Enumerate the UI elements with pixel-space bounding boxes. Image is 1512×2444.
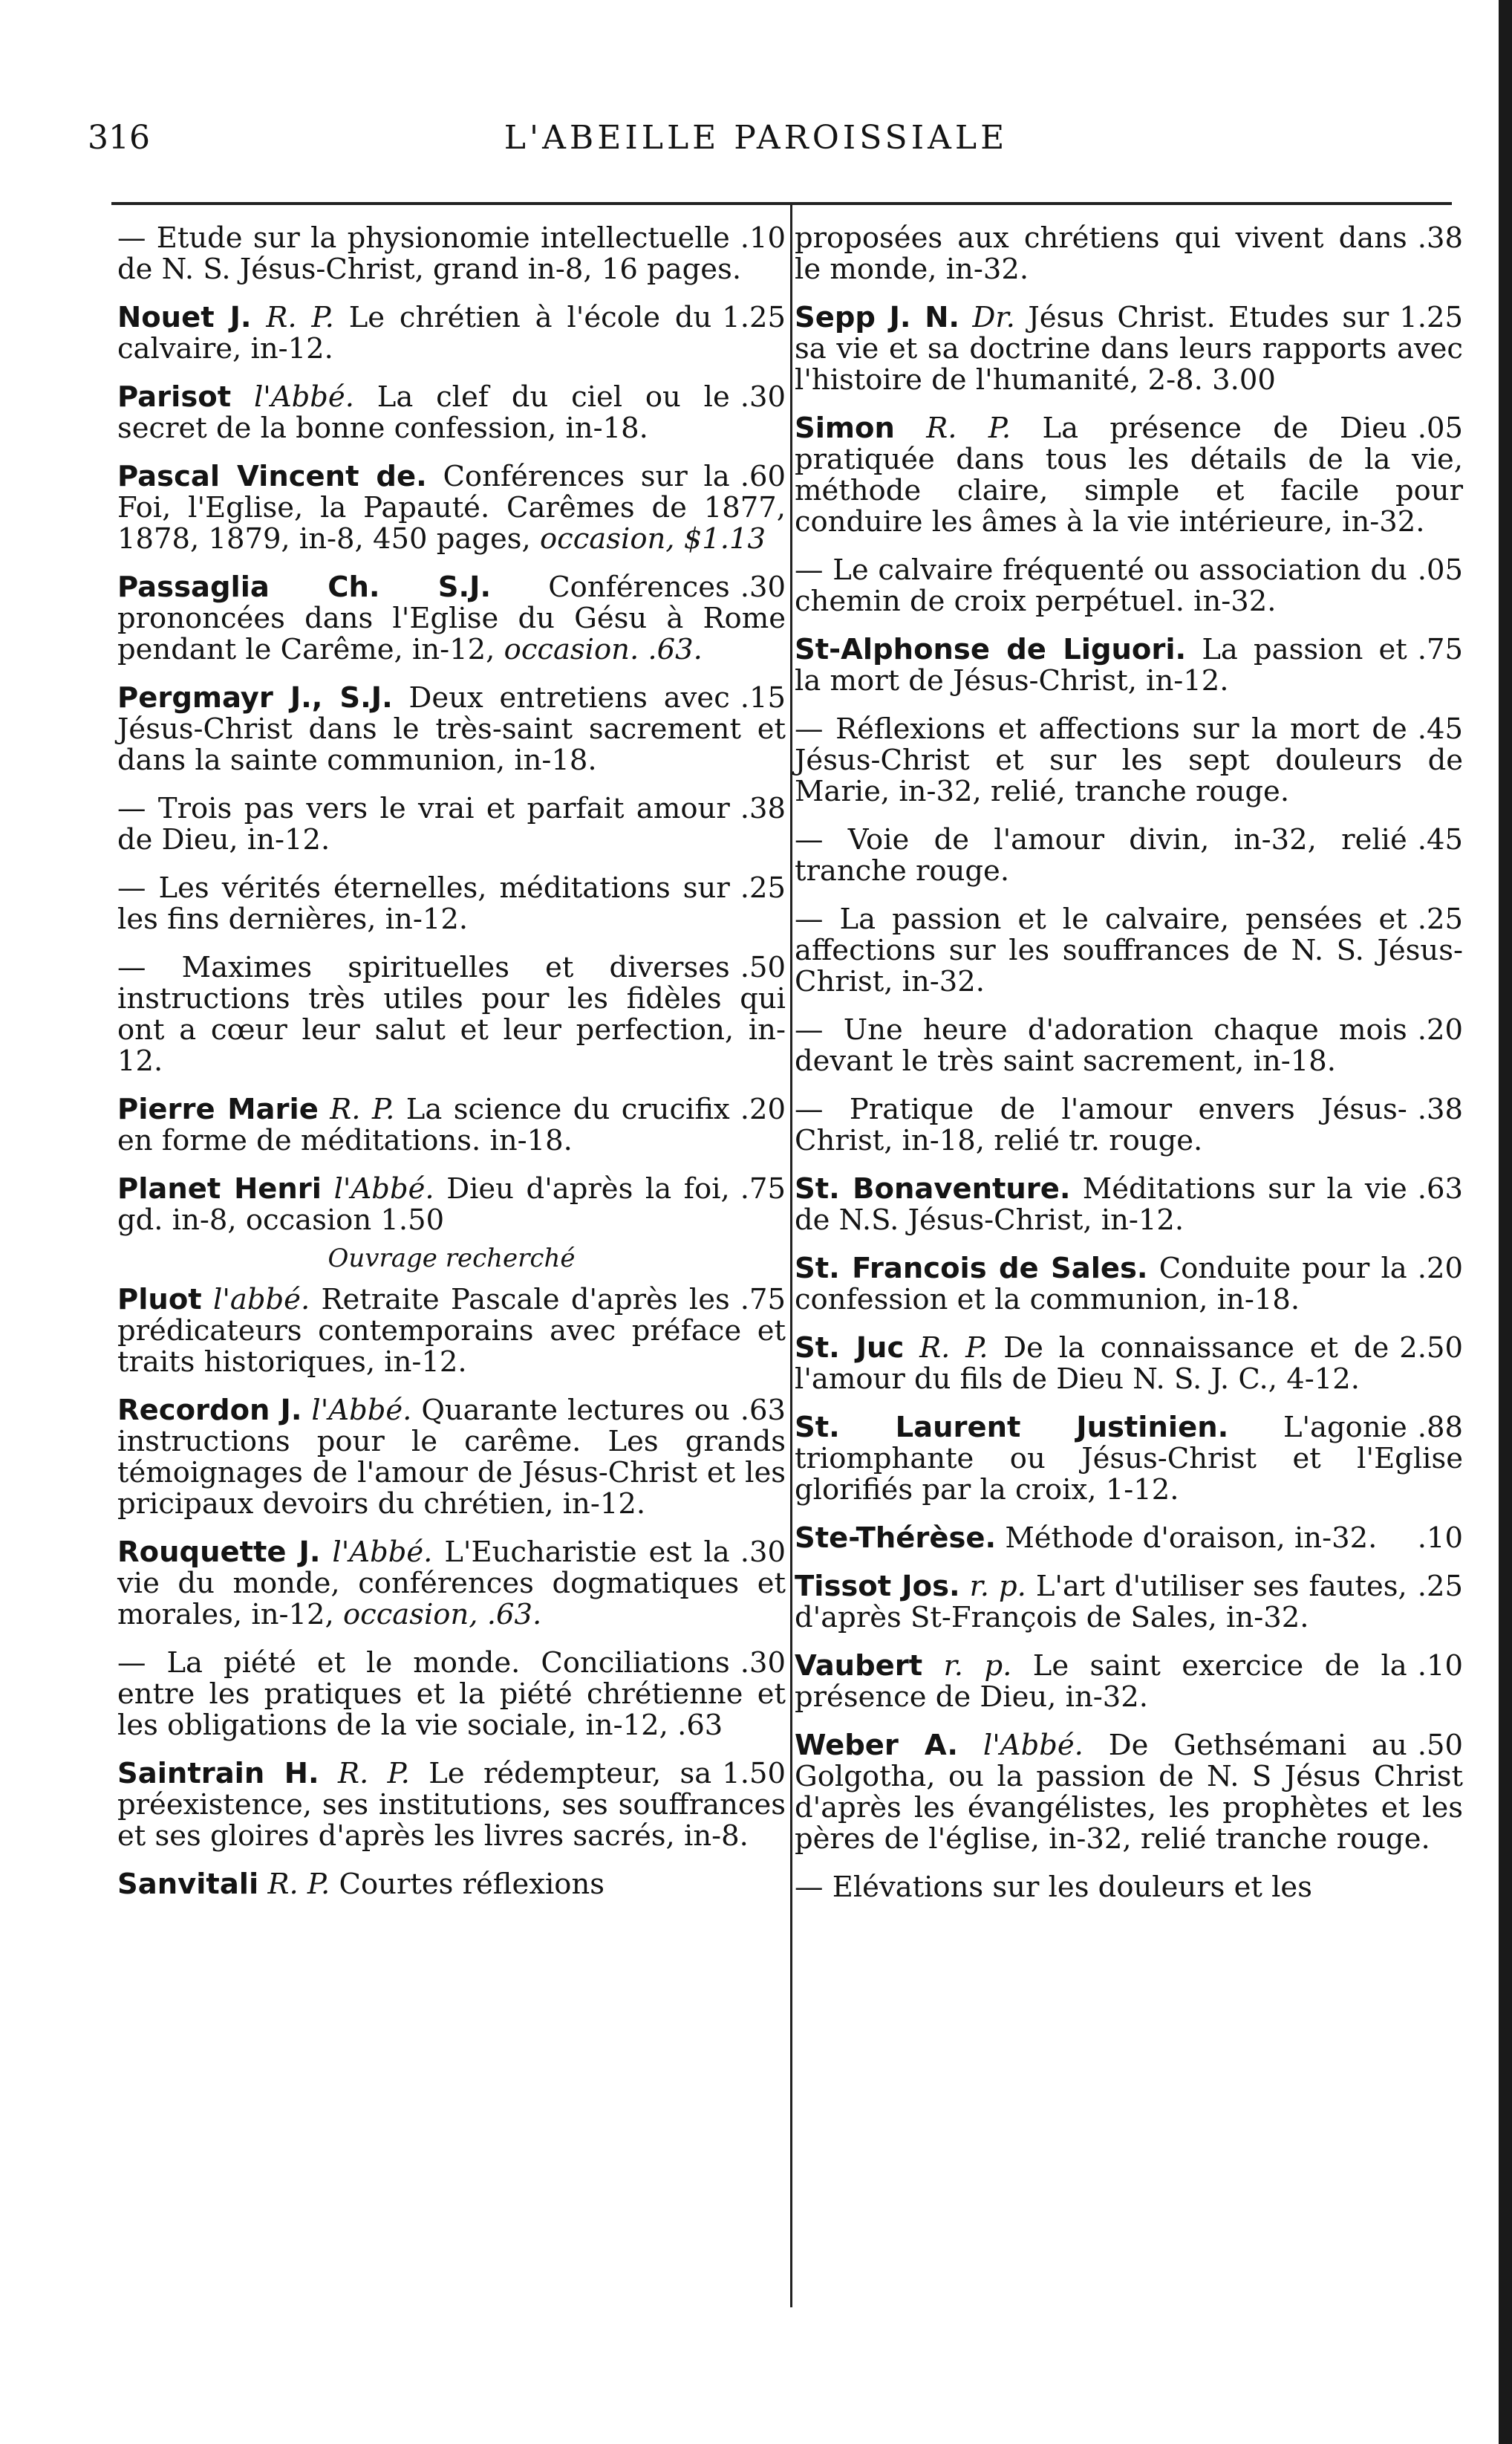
entry-author: Planet Henri: [117, 1172, 322, 1206]
catalog-entry: [795, 714, 1463, 807]
entry-price: .50: [740, 951, 786, 984]
column-divider: [790, 205, 792, 2307]
entry-author-title: l'Abbé.: [311, 1394, 412, 1427]
page-edge: [1499, 0, 1512, 2444]
header-rule: [111, 202, 1452, 205]
entry-title: proposées aux chrétiens qui vivent dans le monde, in-32.: [795, 221, 1407, 286]
entry-title: De Gethsémani au Golgotha, ou la passion de N. S Jésus Christ d'après les évangélistes, les prophètes et les pères de l'église, in-32, relié tranche rouge.: [795, 1729, 1463, 1856]
entry-price: .38: [740, 792, 786, 825]
entry-note: Ouvrage recherché: [328, 1244, 576, 1273]
entry-author: Vaubert: [795, 1649, 923, 1683]
catalog-entry: [795, 1523, 1463, 1554]
entry-author-title: l'abbé.: [213, 1283, 310, 1316]
entry-title: Quarante lectures ou instructions pour le carême. Les grands témoignages de l'amour de Jésus-Christ et les pricipaux devoirs du chrétien, in-12.: [117, 1394, 786, 1521]
catalog-entry: [795, 223, 1463, 285]
catalog-entry: [117, 1537, 786, 1631]
entry-title: La passion et la mort de Jésus-Christ, in-12.: [795, 633, 1407, 698]
catalog-entry: [117, 793, 786, 856]
entry-title: Conférences prononcées dans l'Eglise du Gésu à Rome pendant le Carême, in-12,: [117, 571, 786, 666]
entry-price: .20: [740, 1093, 786, 1126]
entry-author-title: Dr.: [972, 301, 1015, 334]
catalog-entry: [117, 223, 786, 285]
entry-price: .88: [1417, 1411, 1463, 1444]
entry-title: Méthode d'oraison, in-32.: [1005, 1521, 1378, 1555]
entry-price: .75: [740, 1283, 786, 1316]
entry-price: .20: [1417, 1013, 1463, 1047]
entry-title: Le rédempteur, sa préexistence, ses institutions, ses souffrances et ses gloires d'après les livres sacrés, in-8.: [117, 1757, 786, 1853]
entry-price: .45: [1417, 712, 1463, 746]
entry-author: St. Francois de Sales.: [795, 1252, 1148, 1285]
entry-author: Sanvitali: [117, 1868, 259, 1901]
catalog-entry: [117, 952, 786, 1077]
entry-title: — Etude sur la physionomie intellectuelle de N. S. Jésus-Christ, grand in-8, 16 pages.: [117, 221, 742, 286]
catalog-entry: [795, 1651, 1463, 1713]
catalog-entry: [795, 1333, 1463, 1395]
entry-author: Pergmayr J., S.J.: [117, 681, 393, 715]
entry-price: .25: [740, 871, 786, 905]
entry-price: .10: [1417, 1649, 1463, 1683]
entry-price: .20: [1417, 1252, 1463, 1285]
entry-author-title: R. P.: [919, 1331, 988, 1365]
entry-title: Dieu d'après la foi, gd. in-8, occasion 1.50: [117, 1172, 730, 1237]
catalog-entry: [795, 825, 1463, 887]
entry-author-title: l'Abbé.: [332, 1535, 433, 1569]
entry-occasion: occasion. .63.: [504, 633, 703, 666]
entry-title: L'art d'utiliser ses fautes, d'après St-François de Sales, in-32.: [795, 1570, 1407, 1634]
entry-title: — La passion et le calvaire, pensées et affections sur les souffrances de N. S. Jésus-Christ, in-32.: [795, 903, 1463, 998]
entry-title: La clef du ciel ou le secret de la bonne confession, in-18.: [117, 380, 730, 445]
catalog-entry: [795, 634, 1463, 697]
entry-price: .63: [1417, 1172, 1463, 1206]
catalog-entry: [795, 1094, 1463, 1157]
entry-price: .75: [740, 1172, 786, 1206]
catalog-entry: [795, 904, 1463, 998]
catalog-entry: [795, 1412, 1463, 1506]
entry-price: .30: [740, 1535, 786, 1569]
entry-author: Rouquette J.: [117, 1535, 321, 1569]
entry-author: Recordon J.: [117, 1394, 302, 1427]
entry-price: .05: [1417, 553, 1463, 587]
catalog-entry: [795, 1253, 1463, 1316]
left-column: [117, 223, 786, 1917]
entry-author: Nouet J.: [117, 301, 252, 334]
entry-author: Weber A.: [795, 1729, 959, 1762]
entry-price: .30: [740, 380, 786, 414]
catalog-entry: [795, 1730, 1463, 1855]
entry-title: — Maximes spirituelles et diverses instructions très utiles pour les fidèles qui ont a cœur leur salut et leur perfection, in-12.: [117, 951, 786, 1078]
catalog-entry: [117, 302, 786, 365]
catalog-entry: [117, 1648, 786, 1741]
entry-title: De la connaissance et de l'amour du fils de Dieu N. S. J. C., 4-12.: [795, 1331, 1389, 1396]
entry-price: .38: [1417, 221, 1463, 255]
entry-author: St-Alphonse de Liguori.: [795, 633, 1187, 666]
catalog-entry: [795, 1015, 1463, 1077]
catalog-entry: [117, 873, 786, 935]
entry-title: Jésus Christ. Etudes sur sa vie et sa doctrine dans leurs rapports avec l'histoire de l'humanité, 2-8. 3.00: [795, 301, 1463, 397]
running-title: L'ABEILLE PAROISSIALE: [504, 119, 1008, 157]
entry-author-title: r. p.: [943, 1649, 1012, 1683]
entry-title: — La piété et le monde. Conciliations entre les pratiques et la piété chrétienne et les obligations de la vie sociale, in-12, .63: [117, 1646, 786, 1742]
entry-price: .75: [1417, 633, 1463, 666]
catalog-entry: [117, 1395, 786, 1520]
entry-author-title: R. P.: [330, 1093, 395, 1126]
entry-price: .38: [1417, 1093, 1463, 1126]
entry-title: Retraite Pascale d'après les prédicateurs contemporains avec préface et traits historiques, in-12.: [117, 1283, 786, 1379]
entry-title: Conduite pour la confession et la communion, in-18.: [795, 1252, 1407, 1316]
entry-author: Ste-Thérèse.: [795, 1521, 997, 1555]
catalog-entry: [117, 1758, 786, 1852]
entry-price: .30: [740, 1646, 786, 1680]
entry-title: — Elévations sur les douleurs et les: [795, 1871, 1312, 1904]
entry-author: St. Laurent Justinien.: [795, 1411, 1229, 1444]
right-column: [795, 223, 1463, 1920]
entry-author-title: l'Abbé.: [983, 1729, 1084, 1762]
entry-author: Tissot Jos.: [795, 1570, 960, 1603]
entry-title: Courtes réflexions: [339, 1868, 605, 1901]
entry-author-title: R. P.: [267, 1868, 330, 1901]
entry-price: .10: [1417, 1521, 1463, 1555]
entry-title: L'Eucharistie est la vie du monde, conférences dogmatiques et morales, in-12,: [117, 1535, 786, 1631]
catalog-entry: [795, 555, 1463, 617]
entry-title: La présence de Dieu pratiquée dans tous les détails de la vie, méthode claire, simple et facile pour conduire les âmes à la vie intérieure, in-32.: [795, 412, 1463, 539]
catalog-entry: [117, 382, 786, 444]
entry-title: Le saint exercice de la présence de Dieu, in-32.: [795, 1649, 1407, 1714]
entry-title: — Le calvaire fréquenté ou association du chemin de croix perpétuel. in-32.: [795, 553, 1407, 618]
entry-price: .05: [1417, 412, 1463, 445]
entry-price: .50: [1417, 1729, 1463, 1762]
entry-price: .45: [1417, 823, 1463, 857]
entry-title: Méditations sur la vie de N.S. Jésus-Christ, in-12.: [795, 1172, 1407, 1237]
entry-title: Le chrétien à l'école du calvaire, in-12.: [117, 301, 712, 365]
catalog-entry: [117, 683, 786, 776]
entry-title: — Une heure d'adoration chaque mois devant le très saint sacrement, in-18.: [795, 1013, 1407, 1078]
catalog-entry: [117, 461, 786, 555]
entry-title: L'agonie triomphante ou Jésus-Christ et l'Eglise glorifiés par la croix, 1-12.: [795, 1411, 1463, 1507]
entry-author: Saintrain H.: [117, 1757, 319, 1790]
catalog-entry: [795, 1174, 1463, 1236]
catalog-entry: [795, 1872, 1463, 1903]
entry-price: .30: [740, 571, 786, 604]
entry-author: St. Bonaventure.: [795, 1172, 1071, 1206]
entry-author-title: R. P.: [266, 301, 334, 334]
entry-occasion: occasion, $1.13: [540, 522, 766, 556]
entry-author: Pierre Marie: [117, 1093, 319, 1126]
catalog-entry: [117, 1284, 786, 1378]
entry-price: .63: [740, 1394, 786, 1427]
entry-title: Conférences sur la Foi, l'Eglise, la Papauté. Carêmes de 1877, 1878, 1879, in-8, 450 pages,: [117, 460, 786, 556]
catalog-entry: [117, 572, 786, 666]
entry-title: — Voie de l'amour divin, in-32, relié tranche rouge.: [795, 823, 1407, 888]
entry-author-title: l'Abbé.: [333, 1172, 434, 1206]
catalog-entry: [117, 1094, 786, 1157]
entry-title: Deux entretiens avec Jésus-Christ dans le très-saint sacrement et dans la sainte communion, in-18.: [117, 681, 786, 777]
entry-title: — Réflexions et affections sur la mort de Jésus-Christ et sur les sept douleurs de Marie, in-32, relié, tranche rouge.: [795, 712, 1463, 808]
entry-price: 2.50: [1399, 1331, 1463, 1365]
entry-price: .10: [740, 221, 786, 255]
entry-price: .25: [1417, 903, 1463, 936]
entry-author: Parisot: [117, 380, 232, 414]
entry-author-title: R. P.: [926, 412, 1011, 445]
entry-price: .15: [740, 681, 786, 715]
entry-title: — Les vérités éternelles, méditations sur les fins dernières, in-12.: [117, 871, 730, 936]
catalog-entry: [795, 1571, 1463, 1634]
entry-occasion: occasion, .63.: [342, 1598, 542, 1631]
entry-author: Pascal Vincent de.: [117, 460, 427, 493]
entry-author: Pluot: [117, 1283, 202, 1316]
entry-price: .60: [740, 460, 786, 493]
entry-author: Sepp J. N.: [795, 301, 960, 334]
entry-price: 1.25: [722, 301, 786, 334]
entry-title: — Trois pas vers le vrai et parfait amour de Dieu, in-12.: [117, 792, 730, 857]
entry-title: La science du crucifix en forme de méditations. in-18.: [117, 1093, 730, 1157]
entry-author-title: r. p.: [969, 1570, 1026, 1603]
catalog-entry: [795, 302, 1463, 396]
catalog-entry: [795, 413, 1463, 538]
entry-title: — Pratique de l'amour envers Jésus-Christ, in-18, relié tr. rouge.: [795, 1093, 1407, 1157]
catalog-entry: [117, 1869, 786, 1900]
entry-author-title: l'Abbé.: [253, 380, 354, 414]
entry-author: St. Juc: [795, 1331, 905, 1365]
entry-author-title: R. P.: [338, 1757, 410, 1790]
entry-author: Passaglia Ch. S.J.: [117, 571, 492, 604]
page-number: 316: [88, 119, 150, 157]
catalog-entry: [117, 1174, 786, 1236]
entry-price: 1.25: [1399, 301, 1463, 334]
entry-price: 1.50: [722, 1757, 786, 1790]
entry-author: Simon: [795, 412, 895, 445]
entry-price: .25: [1417, 1570, 1463, 1603]
